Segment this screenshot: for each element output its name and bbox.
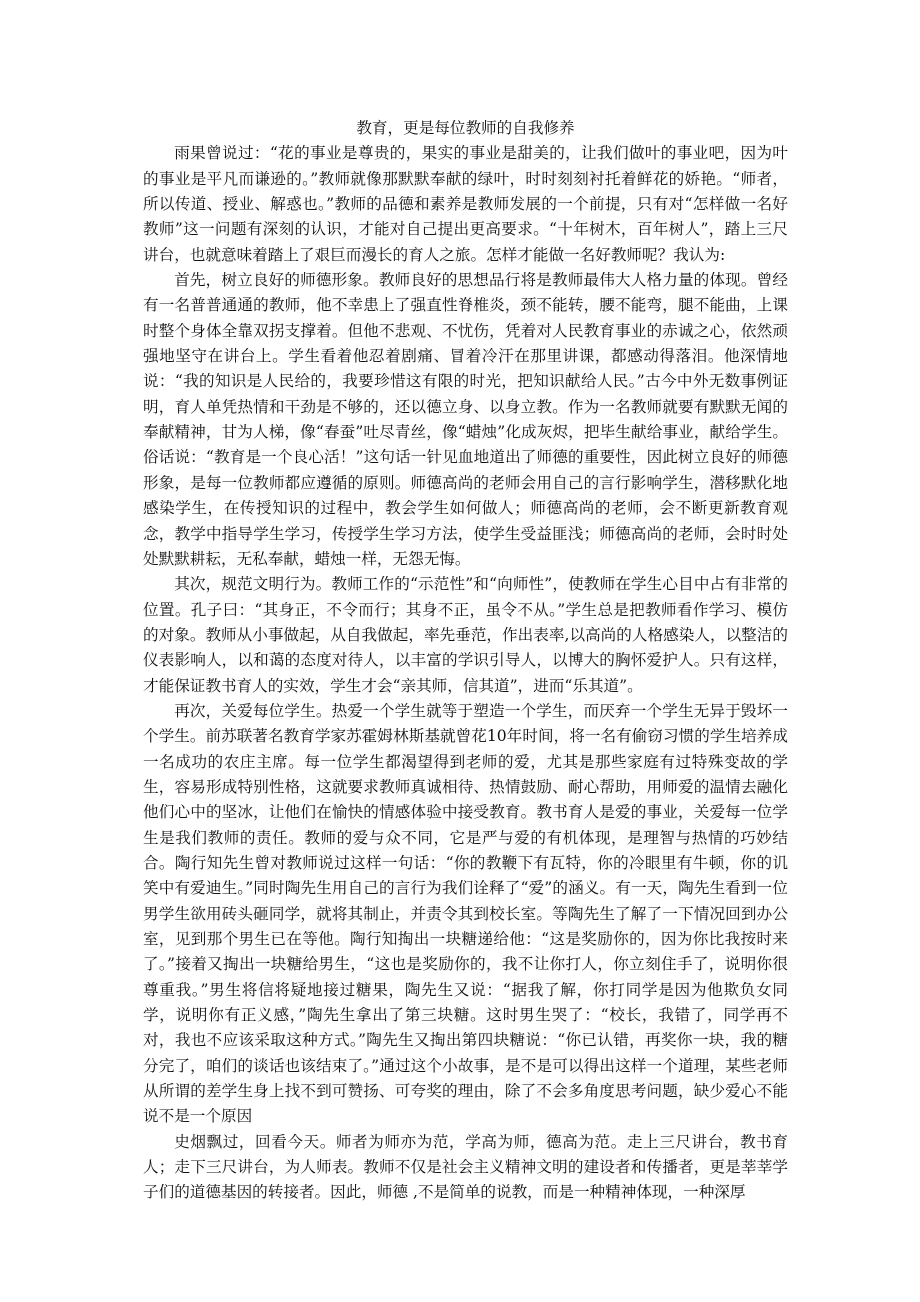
document-title: 教育，更是每位教师的自我修养 (356, 119, 575, 137)
paragraph-third-point: 再次，关爱每位学生。热爱一个学生就等于塑造一个学生，而厌弃一个学生无异于毁坏一个学生。前苏联著名教育学家苏霍姆林斯基就曾花10年时间，将一名有偷窃习惯的学生培养成一名成功的农庄主席。每一位学生都渴望得到老师的爱，尤其是那些家庭有过特殊变故的学生，容易形成特别性格，这就要求教师真诚相待、热情鼓励、耐心帮助，用师爱的温情去融化他们心中的坚冰，让他们在愉快的情感体验中接受教育。教书育人是爱的事业，关爱每一位学生是我们教师的责任。教师的爱与众不同，它是严与爱的有机体现，是理智与热情的巧妙结合。陶行知先生曾对教师说过这样一句话：“你的教鞭下有瓦特，你的冷眼里有牛顿，你的讥笑中有爱迪生。”同时陶先生用自己的言行为我们诠释了“爱”的涵义。有一天，陶先生看到一位男学生欲用砖头砸同学，就将其制止，并责令其到校长室。等陶先生了解了一下情况回到办公室，见到那个男生已在等他。陶行知掏出一块糖递给他：“这是奖励你的，因为你比我按时来了。”接着又掏出一块糖给男生，“这也是奖励你的，我不让你打人，你立刻住手了，说明你很尊重我。”男生将信将疑地接过糖果，陶先生又说：“据我了解，你打同学是因为他欺负女同学，说明你有正义感，”陶先生拿出了第三块糖。这时男生哭了：“校长，我错了，同学再不对，我也不应该采取这种方式。”陶先生又掏出第四块糖说：“你已认错，再奖你一块，我的糖分完了，咱们的谈话也该结束了。”通过这个小故事，是不是可以得出这样一个道理，某些老师从所谓的差学生身上找不到可赞扬、可夸奖的理由，除了不会多角度思考问题，缺少爱心不能说不是一个原因 (143, 701, 788, 1126)
paragraph-second-point: 其次，规范文明行为。教师工作的“示范性”和“向师性”，使教师在学生心目中占有非常的位置。孔子曰：“其身正，不令而行；其身不正，虽令不从。”学生总是把教师看作学习、模仿的对象。教师从小事做起，从自我做起，率先垂范，作出表率,以高尚的人格感染人，以整洁的仪表影响人，以和蔼的态度对待人，以丰富的学识引导人，以博大的胸怀爱护人。只有这样，才能保证教书育人的实效，学生才会“亲其师，信其道”，进而“乐其道”。 (143, 575, 788, 695)
paragraph-intro: 雨果曾说过：“花的事业是尊贵的，果实的事业是甜美的，让我们做叶的事业吧，因为叶的事业是平凡而谦逊的。”教师就像那默默奉献的绿叶，时时刻刻衬托着鲜花的娇艳。“师者，所以传道、授业、解惑也。”教师的品德和素养是教师发展的一个前提，只有对“怎样做一名好教师”这一问题有深刻的认识，才能对自己提出更高要求。“十年树木，百年树人”，踏上三尺讲台，也就意味着踏上了艰巨而漫长的育人之旅。怎样才能做一名好教师呢？我认为: (143, 144, 788, 264)
paragraph-first-point: 首先，树立良好的师德形象。教师良好的思想品行将是教师最伟大人格力量的体现。曾经有一名普普通通的教师，他不幸患上了强直性脊椎炎，颈不能转，腰不能弯，腿不能曲，上课时整个身体全靠双拐支撑着。但他不悲观、不忧伤，凭着对人民教育事业的赤诚之心，依然顽强地坚守在讲台上。学生看着他忍着剧痛、冒着冷汗在那里讲课，都感动得落泪。他深情地说：“我的知识是人民给的，我要珍惜这有限的时光，把知识献给人民。”古今中外无数事例证明，育人单凭热情和干劲是不够的，还以德立身、以身立教。作为一名教师就要有默默无闻的奉献精神，甘为人梯，像“春蚕”吐尽青丝，像“蜡烛”化成灰烬，把毕生献给事业，献给学生。俗话说：“教育是一个良心活！”这句话一针见血地道出了师德的重要性，因此树立良好的师德形象，是每一位教师都应遵循的原则。师德高尚的老师会用自己的言行影响学生，潜移默化地感染学生，在传授知识的过程中，教会学生如何做人；师德高尚的老师，会不断更新教育观念，教学中指导学生学习，传授学生学习方法，使学生受益匪浅；师德高尚的老师，会时时处处默默耕耘，无私奉献，蜡烛一样，无怨无悔。 (143, 271, 788, 568)
paragraph-conclusion: 史烟飘过，回看今天。师者为师亦为范，学高为师，德高为范。走上三尺讲台，教书育人；走下三尺讲台，为人师表。教师不仅是社会主义精神文明的建设者和传播者，更是莘莘学子们的道德基因的转接者。因此，师德 ,不是简单的说教，而是一种精神体现，一种深厚 (143, 1132, 788, 1202)
article-body (143, 116, 788, 1206)
